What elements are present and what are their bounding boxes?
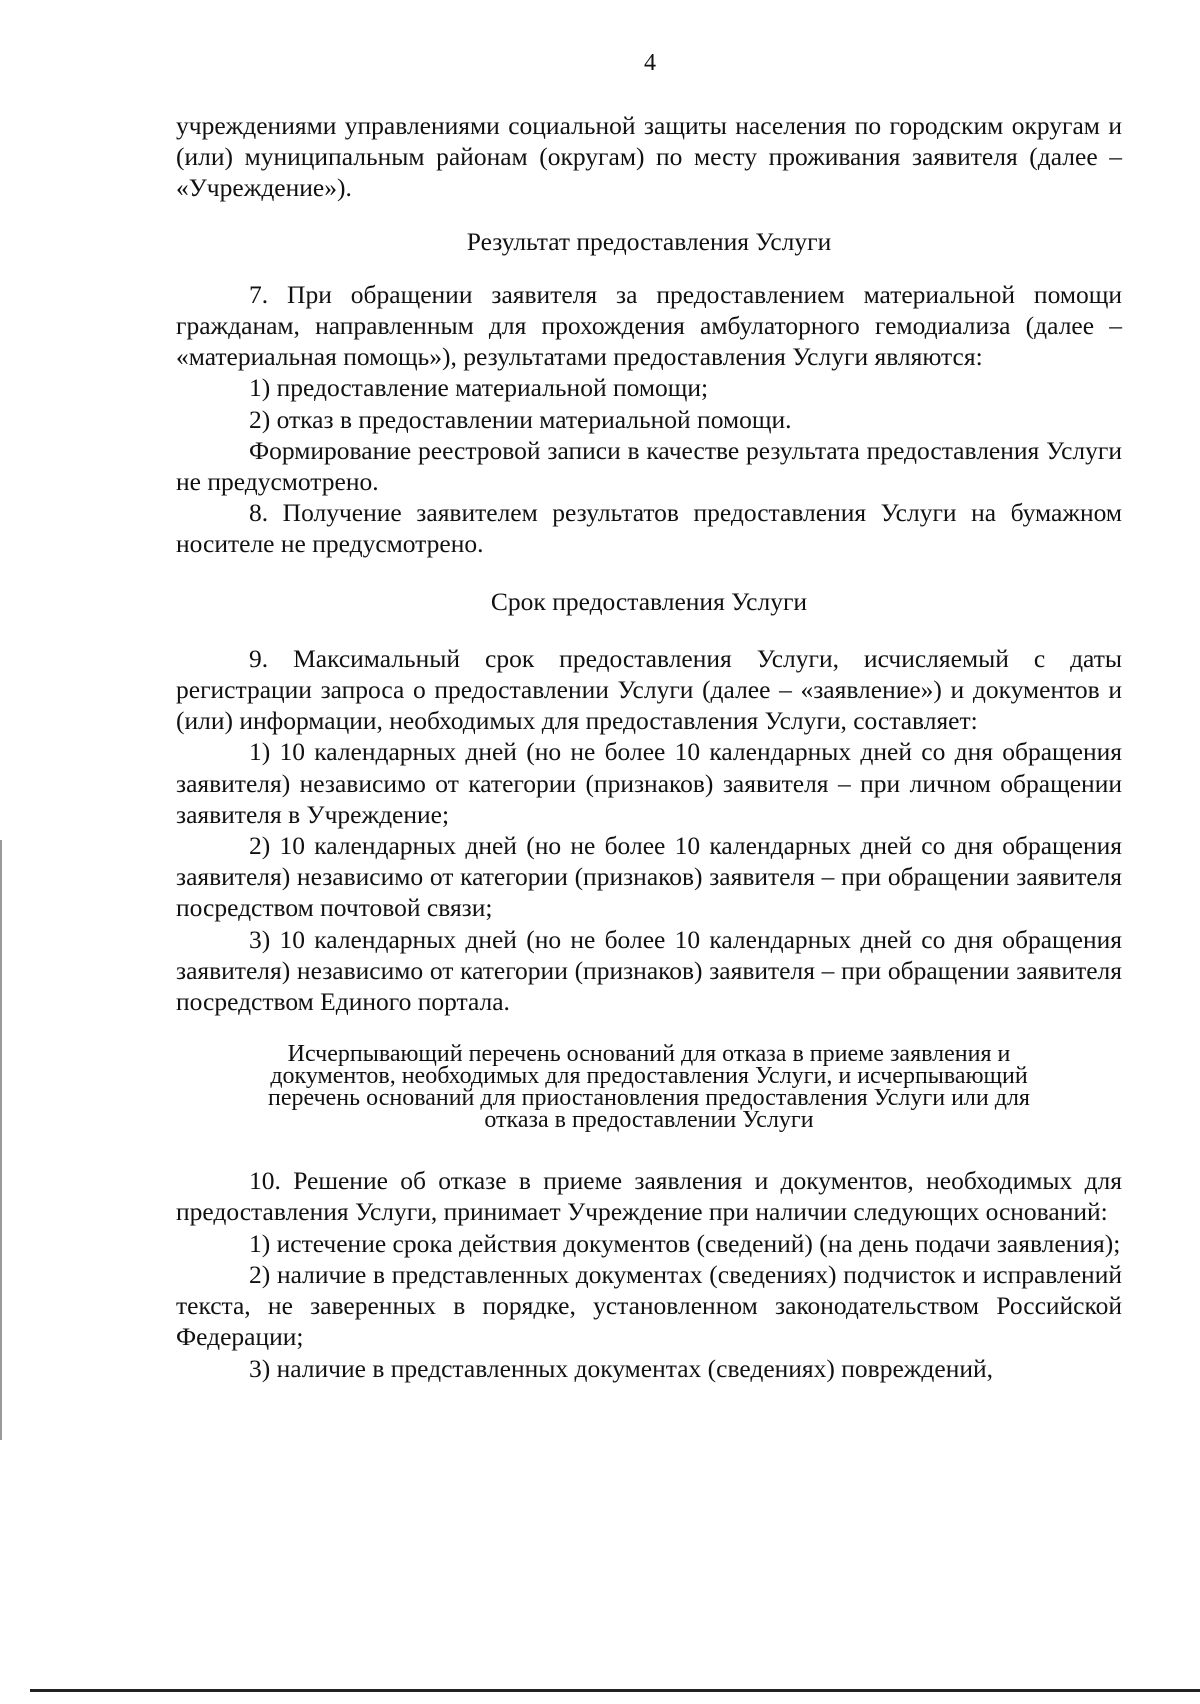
scan-left-edge — [0, 840, 2, 1440]
heading-service-term: Срок предоставления Услуги — [490, 586, 808, 616]
paragraph-7-item-2: 2) отказ в предоставлении материальной помощи. — [249, 404, 792, 434]
paragraph-intro: учреждениями управлениями социальной защиты населения по городским округам и (или) муниципальным районам (округам) по месту проживания заявителя (далее – «Учреждение»). — [176, 111, 1122, 203]
heading-service-result: Результат предоставления Услуги — [466, 226, 832, 256]
paragraph-9: 9. Максимальный срок предоставления Услуги, исчисляемый с даты регистрации запроса о предоставлении Услуги (далее – «заявление») и документов и (или) информации, необходимых для предоставления Услуги, составляет: — [176, 643, 1122, 736]
document-body — [176, 110, 1122, 1384]
paragraph-9-item-2: 2) 10 календарных дней (но не более 10 календарных дней со дня обращения заявителя) независимо от категории (признаков) заявителя – при обращении заявителя посредством почтовой связи; — [176, 831, 1122, 923]
heading-refusal-grounds: Исчерпывающий перечень оснований для отказа в приеме заявления и документов, необходимых для предоставления Услуги, и исчерпывающий перечень оснований для приостановления предоставления Услуги или для отказа в предоставлении Услуги — [268, 1041, 1030, 1134]
paragraph-9-item-1: 1) 10 календарных дней (но не более 10 календарных дней со дня обращения заявителя) независимо от категории (признаков) заявителя – при личном обращении заявителя в Учреждение; — [176, 737, 1122, 829]
scan-bottom-edge — [30, 1689, 1200, 1692]
paragraph-9-item-3: 3) 10 календарных дней (но не более 10 календарных дней со дня обращения заявителя) независимо от категории (признаков) заявителя – при обращении заявителя посредством Единого портала. — [176, 924, 1122, 1017]
paragraph-10: 10. Решение об отказе в приеме заявления и документов, необходимых для предоставления Услуги, принимает Учреждение при наличии следующих оснований: — [176, 1166, 1122, 1227]
paragraph-7-item-1: 1) предоставление материальной помощи; — [249, 373, 709, 403]
paragraph-8: 8. Получение заявителем результатов предоставления Услуги на бумажном носителе не предусмотрено. — [176, 498, 1122, 559]
paragraph-10-item-3: 3) наличие в представленных документах (сведениях) повреждений, — [249, 1353, 994, 1383]
paragraph-7-registry: Формирование реестровой записи в качестве результата предоставления Услуги не предусмотрено. — [176, 435, 1122, 497]
paragraph-10-item-2: 2) наличие в представленных документах (сведениях) подчисток и исправлений текста, не заверенных в порядке, установленном законодательством Российской Федерации; — [176, 1259, 1122, 1352]
paragraph-7: 7. При обращении заявителя за предоставлением материальной помощи гражданам, направленным для прохождения амбулаторного гемодиализа (далее – «материальная помощь»), результатами предоставления Услуги являются: — [176, 279, 1122, 372]
paragraph-10-item-1: 1) истечение срока действия документов (сведений) (на день подачи заявления); — [249, 1228, 1121, 1258]
page-number: 4 — [644, 50, 656, 76]
